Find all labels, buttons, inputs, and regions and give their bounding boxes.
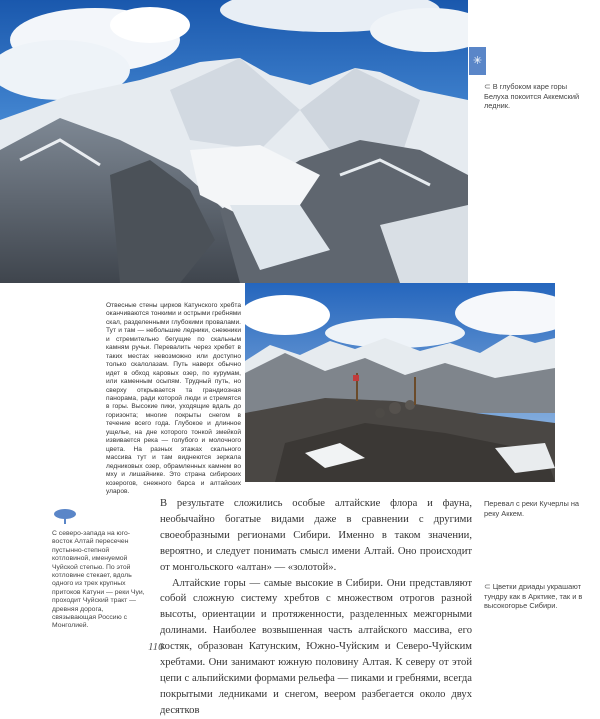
arrow-left-icon: ⊂ <box>484 582 491 591</box>
caption-glacier <box>484 82 584 111</box>
arrow-left-icon: ⊂ <box>484 82 491 91</box>
caption-pass: Перевал с реки Кучерлы на реку Аккем. <box>484 499 580 518</box>
mountain-glacier-photo <box>0 0 468 283</box>
caption-dryad <box>484 582 584 611</box>
main-paragraph-2: Алтайские горы — самые высокие в Сибири. Они представляют собой сложную систему хребтов с множеством отрогов разной высоты, ориентации и протяженности, разделенных межгорными долинами. Наиболее возвышенная часть алтайского массива, его костяк, образован Катунским, Южно-Чуйским и Северо-Чуйским хребтами. Они занимают южную половину Алтая. К северу от этой цепи с альпийскими формами рельефа — пиками и гребнями, всегда покрытыми ледниками и снегом, веером разбегается около двух десятков <box>160 577 472 716</box>
caption-glacier-text: В глубоком каре горы Белуха покоится Аккемский ледник. <box>484 82 580 111</box>
main-article-text <box>160 496 472 719</box>
flower-badge-icon: ✳ <box>469 47 486 75</box>
page-number: 110 <box>148 641 164 653</box>
main-paragraph-1: В результате сложились особые алтайские флора и фауна, необычайно богатые видами даже в сравнении с другими своеобразными регионами Сибири. Именно в таком значении, вероятно, и следует понимать смысл имени Алтай. Оно происходит от монгольского «алтан» — «золотой». <box>160 498 472 573</box>
caption-steppe: С северо-запада на юго-восток Алтай пересечен пустынно-степной котловиной, именуемой Чуйской степью. По этой котловине стекает, вдоль одного из трех крупных притоков Катуни — реки Чуи, проходит Чуйский тракт — древняя дорога, связывающая Россию с Монголией. <box>52 530 145 630</box>
caption-dryad-text: Цветки дриады украшают тундру как в Арктике, так и в высокогорье Сибири. <box>484 582 583 611</box>
mountain-pass-photo <box>245 283 555 482</box>
left-column-text: Отвесные стены цирков Катунского хребта оканчиваются тонкими и острыми гребнями скал, разделенными глубокими провалами. Тут и там — небольшие ледники, снежники и стремительно бегущие по скальным камням ручьи. Перевалить через хребет в таких местах невозможно или доступно только скалолазам. Путь наверх обычно идет в обход каровых озер, по курумам, или каменным осыпям. Трудный путь, но сверху открывается та грандиозная панорама, ради которой люди и стремятся в горы. Высокие пики, уходящие вдаль до горизонта; многие покрыты снегом в течение всего года. Глубокое и длинное ущелье, на дне которого тонкой змейкой извивается река — голубого и молочного цвета. На разных этажах скального массива тут и там виднеются зеркала ледниковых озер, обрамленных камнем во мху и лишайнике. Это страна сибирских козерогов, снежного барса и алтайских уларов. <box>106 302 241 495</box>
tree-icon <box>52 508 78 524</box>
